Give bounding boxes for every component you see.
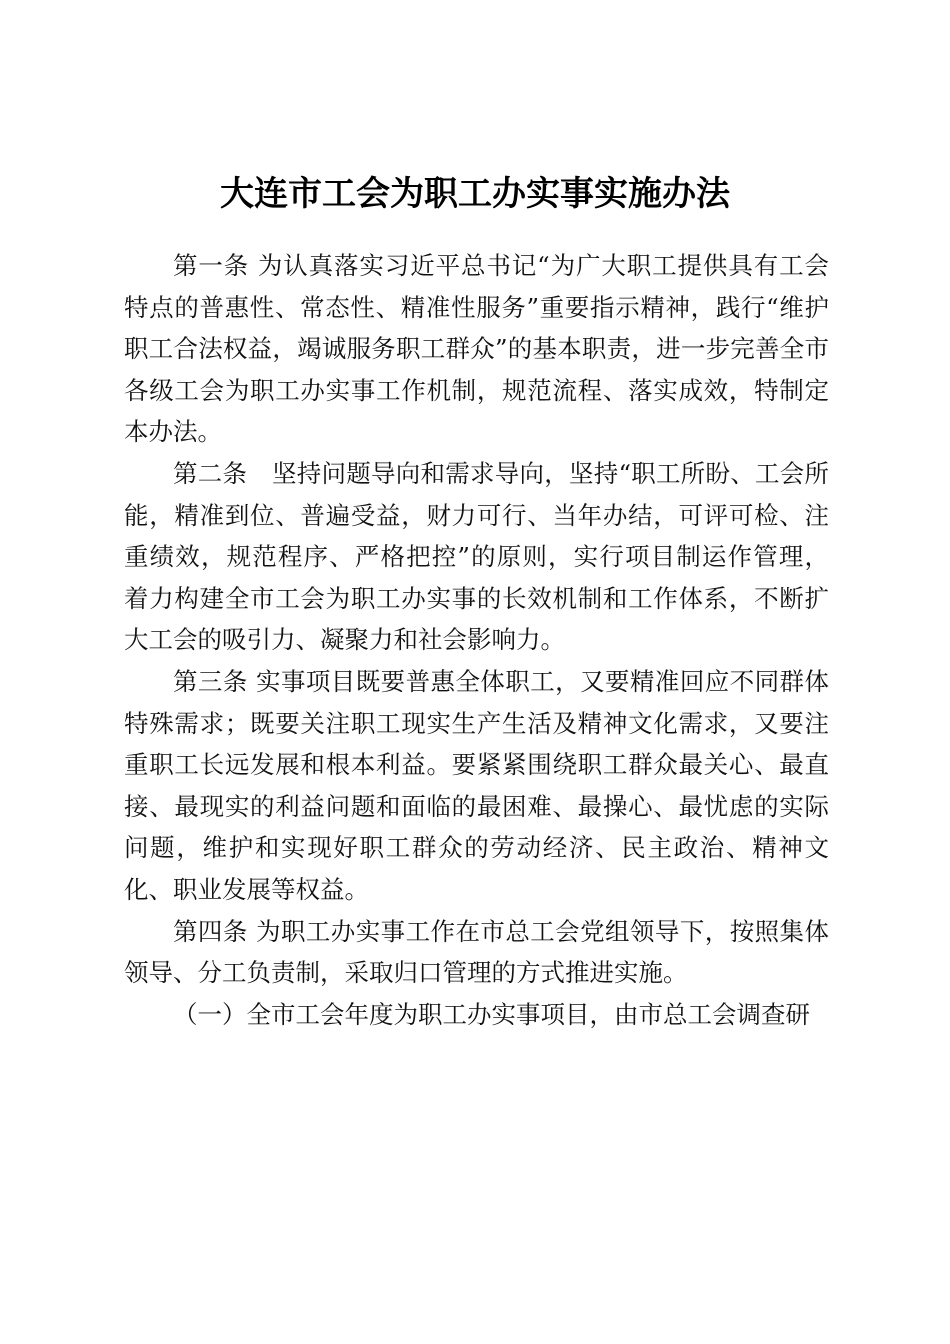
- document-body: [124, 245, 829, 1035]
- paragraph-item-1: （一）全市工会年度为职工办实事项目，由市总工会调查研: [173, 999, 810, 1029]
- paragraph-article-4: 第四条 为职工办实事工作在市总工会党组领导下，按照集体领导、分工负责制，采取归口管理的方式推进实施。: [124, 916, 829, 988]
- paragraph-article-2: 第二条 坚持问题导向和需求导向，坚持“职工所盼、工会所能，精准到位、普遍受益，财力可行、当年办结，可评可检、注重绩效，规范程序、严格把控”的原则，实行项目制运作管理， 着力构建全市工会为职工办实事的长效机制和工作体系，不断扩大工会的吸引力、凝聚力和社会影响力。: [124, 458, 829, 655]
- paragraph-article-3: 第三条 实事项目既要普惠全体职工，又要精准回应不同群体特殊需求；既要关注职工现实生产生活及精神文化需求，又要注重职工长远发展和根本利益。要紧紧围绕职工群众最关心、最直接、最现实的利益问题和面临的最困难、最操心、最忧虑的实际问题，维护和实现好职工群众的劳动经济、民主政治、精神文化、职业发展等权益。: [124, 666, 829, 904]
- paragraph-article-1: 第一条 为认真落实习近平总书记“为广大职工提供具有工会特点的普惠性、常态性、精准性服务”重要指示精神，践行“维护职工合法权益，竭诚服务职工群众”的基本职责，进一步完善全市各级工会为职工办实事工作机制，规范流程、落实成效，特制定本办法。: [124, 251, 829, 447]
- document-title: 大连市工会为职工办实事实施办法: [220, 174, 730, 214]
